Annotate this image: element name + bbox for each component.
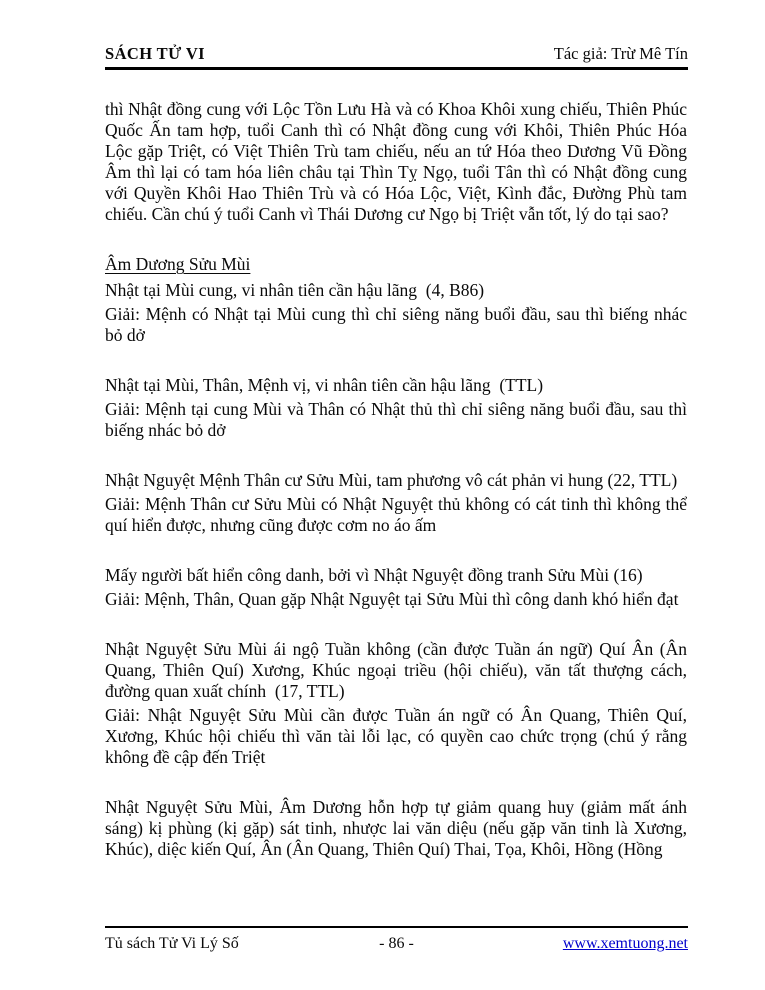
rule-entry-1	[105, 280, 692, 346]
verse-text: Mấy người bất hiển công danh, bởi vì Nhật Nguyệt đồng tranh Sửu Mùi (16)	[105, 565, 643, 585]
rule-entry-6	[105, 797, 692, 860]
footer-row	[105, 934, 688, 953]
rule-entry-5	[105, 639, 692, 768]
website-link[interactable]: www.xemtuong.net	[562, 935, 688, 952]
explanation-text: Giải: Mệnh Thân cư Sửu Mùi có Nhật Nguyệt thủ không có cát tinh thì không thể quí hiển được, nhưng cũng được cơm no áo ấm	[105, 494, 692, 535]
series-title: Tủ sách Tử Vi Lý Số	[105, 935, 239, 952]
verse-text: Nhật tại Mùi cung, vi nhân tiên cần hậu lãng (4, B86)	[105, 280, 485, 300]
page-body	[105, 99, 692, 860]
explanation-text: Giải: Nhật Nguyệt Sửu Mùi cần được Tuần án ngữ có Ân Quang, Thiên Quí, Xương, Khúc hội chiếu thì văn tài lỗi lạc, có quyền cao chức trọng (chú ý rằng không đề cập đến Triệt	[105, 705, 692, 767]
verse-text: Nhật Nguyệt Sửu Mùi, Âm Dương hỗn hợp tự giảm quang huy (giảm mất ánh sáng) kị phùng (kị gặp) sát tinh, nhược lai văn diệu (nếu gặp văn tinh là Xương, Khúc), diệc kiến Quí, Ân (Ân Quang, Thiên Quí) Thai, Tọa, Khôi, Hồng (Hồng	[105, 797, 692, 859]
rule-entry-4	[105, 565, 687, 610]
verse-text: Nhật Nguyệt Mệnh Thân cư Sửu Mùi, tam phương vô cát phản vi hung (22, TTL)	[105, 470, 678, 490]
author-credit: Tác giả: Trừ Mê Tín	[553, 44, 688, 63]
rule-entry-3	[105, 470, 692, 536]
verse-text: Nhật Nguyệt Sửu Mùi ái ngộ Tuần không (cần được Tuần án ngữ) Quí Ân (Ân Quang, Thiên Quí) Xương, Khúc ngoại triều (hội chiếu), văn tất thượng cách, đường quan xuất chính (17, TTL)	[105, 639, 692, 701]
section-heading: Âm Dương Sửu Mùi	[105, 254, 251, 274]
rule-entry-2	[105, 375, 692, 441]
explanation-text: Giải: Mệnh tại cung Mùi và Thân có Nhật thủ thì chỉ siêng năng buổi đầu, sau thì biếng nhác bỏ dở	[105, 399, 692, 440]
page-header	[105, 44, 688, 70]
explanation-text: Giải: Mệnh có Nhật tại Mùi cung thì chỉ siêng năng buổi đầu, sau thì biếng nhác bỏ dở	[105, 304, 692, 345]
explanation-text: Giải: Mệnh, Thân, Quan gặp Nhật Nguyệt tại Sửu Mùi thì công danh khó hiển đạt	[105, 589, 679, 609]
page-footer	[105, 926, 688, 953]
verse-text: Nhật tại Mùi, Thân, Mệnh vị, vi nhân tiên cần hậu lãng (TTL)	[105, 375, 544, 395]
page-number: - 86 -	[379, 935, 414, 952]
intro-paragraph: thì Nhật đồng cung với Lộc Tồn Lưu Hà và có Khoa Khôi xung chiếu, Thiên Phúc Quốc Ấn tam hợp, tuổi Canh thì có Nhật đồng cung với Khôi, Thiên Phúc Hóa Lộc gặp Triệt, có Việt Thiên Trù tam chiếu, nếu an tứ Hóa theo Dương Vũ Đồng Âm thì lại có tam hóa liên châu tại Thìn Tỵ Ngọ, tuổi Tân thì có Nhật đồng cung với Quyền Khôi Hao Thiên Trù và có Hóa Lộc, Việt, Kình đắc, Đường Phù tam chiếu. Cần chú ý tuổi Canh vì Thái Dương cư Ngọ bị Triệt vẫn tốt, lý do tại sao?	[105, 99, 692, 224]
book-title: SÁCH TỬ VI	[105, 44, 205, 63]
